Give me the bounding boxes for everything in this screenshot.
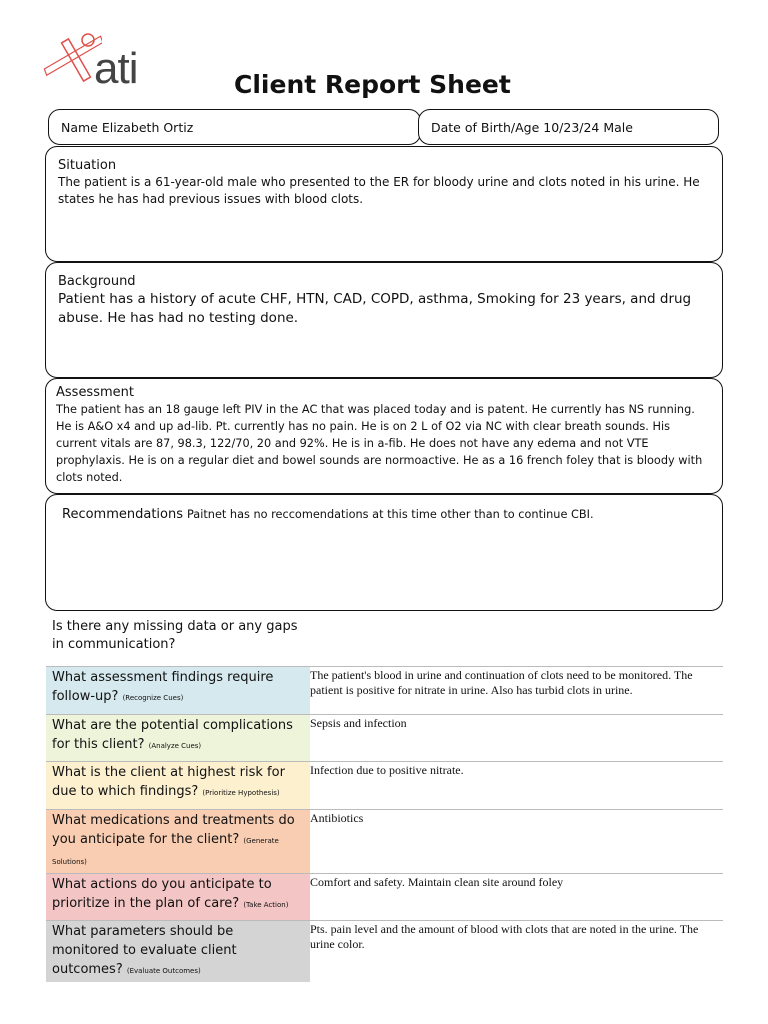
assessment-section (45, 378, 723, 494)
missing-data-question: Is there any missing data or any gaps in communication? (52, 619, 298, 652)
question-text: What assessment findings require follow-up? (52, 670, 274, 704)
question-text: What actions do you anticipate to prioritize in the plan of care? (52, 876, 272, 911)
recommendations-text: Paitnet has no reccomendations at this time other than to continue CBI. (187, 508, 594, 521)
table-row (46, 762, 723, 810)
question-cell (46, 873, 310, 921)
logo-figure-icon (42, 30, 102, 90)
question-tag: (Generate Solutions) (52, 836, 279, 866)
table-row (46, 667, 723, 715)
answer-cell: The patient's blood in urine and continuation of clots need to be monitored. The patient is positive for nitrate in urine. Also has turbid clots in urine. (310, 667, 723, 715)
question-text: What parameters should be monitored to evaluate client outcomes? (52, 924, 237, 977)
question-tag: (Evaluate Outcomes) (126, 967, 201, 975)
question-tag: (Recognize Cues) (122, 694, 184, 702)
question-cell (46, 714, 310, 762)
background-label: Background (58, 274, 136, 289)
page-title: Client Report Sheet (234, 70, 511, 99)
question-cell (46, 762, 310, 810)
question-cell (46, 809, 310, 873)
ati-logo: ati (42, 30, 162, 100)
table-row (46, 921, 723, 983)
name-field: Name Elizabeth Ortiz (48, 109, 421, 145)
question-cell (46, 667, 310, 715)
table-row (46, 873, 723, 921)
question-text: What is the client at highest risk for due to which findings? (52, 765, 285, 799)
question-tag: (Prioritize Hypothesis) (202, 789, 280, 797)
answer-cell: Pts. pain level and the amount of blood with clots that are noted in the urine. The urine color. (310, 921, 723, 983)
question-text: What medications and treatments do you anticipate for the client? (52, 812, 295, 847)
question-tag: (Analyze Cues) (148, 741, 202, 750)
assessment-text: The patient has an 18 gauge left PIV in the AC that was placed today and is patent. He currently has NS running. He is A&O x4 and up ad-lib. Pt. currently has no pain. He is on 2 L of O2 via NC with clear breath sounds. His current vitals are 87, 98.3, 122/70, 20 and 92%. He is in a-fib. He does not have any edema and not VTE prophylaxis. He is on a regular diet and bowel sounds are normoactive. He as a 16 french foley that is bloody with clots noted. (56, 403, 703, 484)
answer-cell: Sepsis and infection (310, 714, 723, 762)
table-row (46, 809, 723, 873)
recommendations-label: Recommendations (62, 507, 184, 522)
dob-field: Date of Birth/Age 10/23/24 Male (418, 109, 719, 145)
clinical-judgment-table (46, 666, 723, 982)
question-cell (46, 921, 310, 983)
answer-cell: Antibiotics (310, 809, 723, 873)
situation-text: The patient is a 61-year-old male who presented to the ER for bloody urine and clots noted in his urine. He states he has had previous issues with blood clots. (58, 175, 700, 206)
answer-cell: Comfort and safety. Maintain clean site around foley (310, 873, 723, 921)
situation-label: Situation (58, 158, 117, 173)
background-text: Patient has a history of acute CHF, HTN, CAD, COPD, asthma, Smoking for 23 years, and drug abuse. He has had no testing done. (58, 291, 692, 326)
question-tag: (Take Action) (243, 900, 289, 909)
table-row (46, 714, 723, 762)
assessment-label: Assessment (56, 385, 134, 400)
background-section (45, 262, 723, 378)
answer-cell: Infection due to positive nitrate. (310, 762, 723, 810)
question-text: What are the potential complications for this client? (52, 717, 293, 752)
recommendations-section (45, 494, 723, 611)
situation-section (45, 146, 723, 262)
